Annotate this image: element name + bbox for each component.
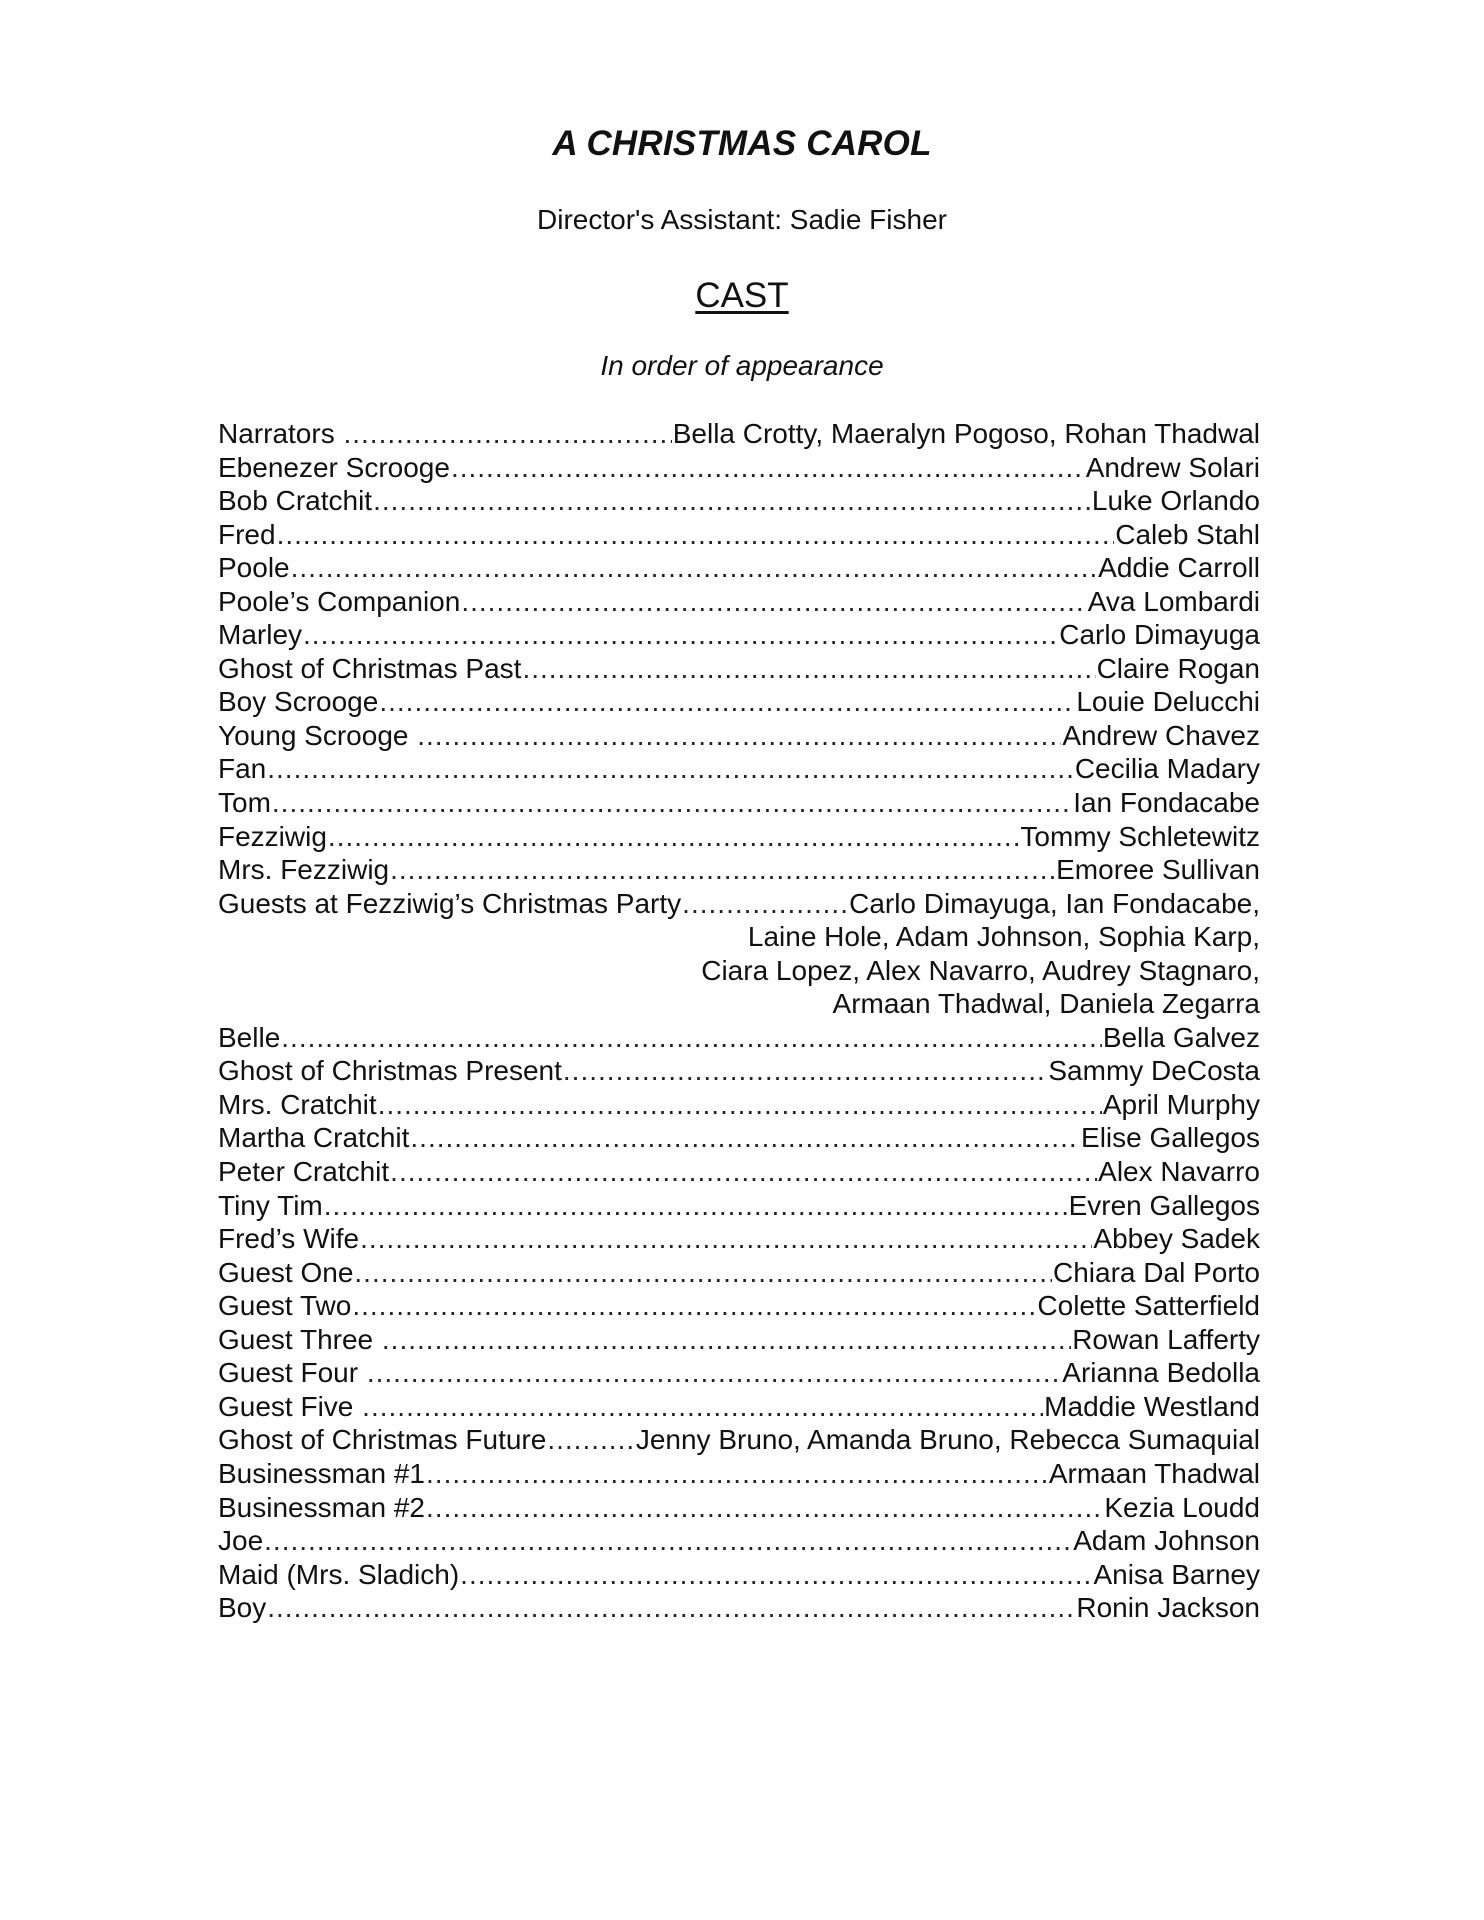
cast-row: [218, 585, 1260, 619]
role-name: Ghost of Christmas Past: [218, 652, 522, 684]
role-name: Peter Cratchit: [218, 1156, 390, 1188]
cast-row: [218, 417, 1260, 451]
cast-row-continuation: Ciara Lopez, Alex Navarro, Audrey Stagnaro,: [701, 954, 1260, 986]
cast-row: [218, 451, 1260, 485]
role-name: Boy: [218, 1592, 267, 1624]
actor-names: Louie Delucchi: [1076, 686, 1260, 718]
actor-names: Adam Johnson: [1073, 1525, 1260, 1557]
dot-leader: [682, 887, 848, 921]
dot-leader: [390, 1155, 1097, 1189]
actor-names: Andrew Chavez: [1062, 719, 1260, 751]
dot-leader: [522, 652, 1095, 686]
cast-row: [218, 551, 1260, 585]
actor-names: Elise Gallegos: [1081, 1122, 1260, 1154]
order-note: In order of appearance: [600, 350, 884, 381]
cast-row: [218, 786, 1260, 820]
cast-row: [218, 1558, 1260, 1592]
actor-names: Ronin Jackson: [1076, 1592, 1260, 1624]
role-name: Ghost of Christmas Future: [218, 1424, 547, 1456]
cast-row: [218, 1323, 1260, 1357]
page-title: A CHRISTMAS CAROL: [552, 124, 932, 163]
cast-list: [218, 417, 1260, 1625]
cast-row: [218, 1356, 1260, 1390]
actor-names: Alex Navarro: [1098, 1156, 1260, 1188]
dot-leader: [373, 484, 1091, 518]
cast-row: [218, 1088, 1260, 1122]
dot-leader: [343, 417, 671, 451]
cast-row: [218, 1491, 1260, 1525]
role-name: Belle: [218, 1021, 281, 1053]
cast-row: [218, 1222, 1260, 1256]
dot-leader: [451, 451, 1085, 485]
role-name: Fred’s Wife: [218, 1223, 360, 1255]
role-name: Poole: [218, 552, 290, 584]
cast-row: [218, 518, 1260, 552]
role-name: Guest Five: [218, 1390, 362, 1422]
cast-row: [218, 1289, 1260, 1323]
directors-assistant-credit: Director's Assistant: Sadie Fisher: [537, 204, 947, 235]
dot-leader: [426, 1491, 1103, 1525]
role-name: Narrators: [218, 418, 343, 449]
cast-row: [218, 1155, 1260, 1189]
cast-row: [218, 652, 1260, 686]
dot-leader: [426, 1457, 1048, 1491]
dot-leader: [382, 1323, 1071, 1357]
cast-row: [218, 685, 1260, 719]
dot-leader: [272, 786, 1072, 820]
dot-leader: [417, 719, 1061, 753]
role-name: Maid (Mrs. Sladich): [218, 1558, 460, 1590]
actor-names: Claire Rogan: [1096, 652, 1260, 684]
actor-names: Evren Gallegos: [1068, 1189, 1260, 1221]
dot-leader: [460, 1558, 1092, 1592]
actor-names: Arianna Bedolla: [1062, 1357, 1260, 1389]
role-name: Mrs. Fezziwig: [218, 854, 390, 886]
dot-leader: [324, 1189, 1068, 1223]
role-name: Young Scrooge: [218, 719, 417, 751]
actor-names: Sammy DeCosta: [1048, 1055, 1260, 1087]
cast-row-continuation: Laine Hole, Adam Johnson, Sophia Karp,: [747, 921, 1260, 953]
role-name: Fred: [218, 518, 276, 550]
dot-leader: [277, 518, 1115, 552]
actor-names: Tommy Schletewitz: [1020, 820, 1260, 852]
dot-leader: [410, 1121, 1080, 1155]
actor-names: Anisa Barney: [1093, 1558, 1260, 1590]
role-name: Bob Cratchit: [218, 485, 373, 517]
role-name: Tom: [218, 787, 271, 819]
actor-names: Armaan Thadwal: [1048, 1457, 1260, 1489]
cast-row: [218, 1189, 1260, 1223]
cast-row: [218, 1591, 1260, 1625]
actor-names: Kezia Loudd: [1104, 1491, 1260, 1523]
dot-leader: [378, 1088, 1102, 1122]
cast-row: [218, 1256, 1260, 1290]
role-name: Ebenezer Scrooge: [218, 451, 450, 483]
dot-leader: [303, 618, 1058, 652]
role-name: Businessman #1: [218, 1457, 426, 1489]
actor-names: Jenny Bruno, Amanda Bruno, Rebecca Sumaquial: [635, 1424, 1260, 1456]
dot-leader: [267, 1591, 1075, 1625]
actor-names: Maddie Westland: [1044, 1390, 1260, 1422]
actor-names: Carlo Dimayuga, Ian Fondacabe,: [849, 887, 1260, 919]
cast-heading: CAST: [695, 276, 789, 315]
role-name: Marley: [218, 619, 303, 651]
cast-row: [218, 719, 1260, 753]
actor-names: Caleb Stahl: [1115, 518, 1260, 550]
dot-leader: [354, 1256, 1052, 1290]
dot-leader: [264, 1524, 1072, 1558]
role-name: Businessman #2: [218, 1491, 426, 1523]
cast-row: [218, 1457, 1260, 1491]
actor-names: Rowan Lafferty: [1072, 1323, 1260, 1355]
role-name: Mrs. Cratchit: [218, 1088, 377, 1120]
actor-names: Bella Galvez: [1102, 1021, 1260, 1053]
cast-row: [218, 1021, 1260, 1055]
cast-row: [218, 618, 1260, 652]
role-name: Joe: [218, 1525, 264, 1557]
cast-row: [218, 887, 1260, 921]
role-name: Guest Two: [218, 1290, 352, 1322]
role-name: Martha Cratchit: [218, 1122, 410, 1154]
actor-names: Addie Carroll: [1098, 552, 1260, 584]
cast-row: [218, 820, 1260, 854]
dot-leader: [362, 1390, 1043, 1424]
cast-row: [218, 752, 1260, 786]
actor-names: Colette Satterfield: [1037, 1290, 1260, 1322]
actor-names: April Murphy: [1102, 1088, 1260, 1120]
role-name: Fan: [218, 753, 267, 785]
role-name: Guests at Fezziwig’s Christmas Party: [218, 887, 682, 919]
dot-leader: [352, 1289, 1036, 1323]
actor-names: Abbey Sadek: [1093, 1223, 1260, 1255]
dot-leader: [328, 820, 1019, 854]
dot-leader: [267, 752, 1074, 786]
cast-row: [218, 853, 1260, 887]
cast-row: [218, 484, 1260, 518]
actor-names: Ava Lombardi: [1087, 585, 1260, 617]
role-name: Guest Three: [218, 1323, 381, 1355]
cast-row-continuation: Armaan Thadwal, Daniela Zegarra: [832, 988, 1260, 1020]
cast-row: [218, 1054, 1260, 1088]
actor-names: Chiara Dal Porto: [1053, 1256, 1260, 1288]
dot-leader: [379, 685, 1075, 719]
role-name: Guest One: [218, 1256, 354, 1288]
actor-names: Emoree Sullivan: [1056, 854, 1260, 886]
cast-row: [218, 1121, 1260, 1155]
dot-leader: [563, 1054, 1047, 1088]
role-name: Boy Scrooge: [218, 686, 379, 718]
actor-names: Bella Crotty, Maeralyn Pogoso, Rohan Thadwal: [672, 418, 1260, 449]
dot-leader: [461, 585, 1086, 619]
dot-leader: [367, 1356, 1061, 1390]
role-name: Tiny Tim: [218, 1189, 323, 1221]
cast-row: [218, 1423, 1260, 1457]
actor-names: Ian Fondacabe: [1073, 787, 1260, 819]
role-name: Ghost of Christmas Present: [218, 1055, 562, 1087]
dot-leader: [360, 1222, 1092, 1256]
actor-names: Luke Orlando: [1091, 485, 1260, 517]
dot-leader: [281, 1021, 1102, 1055]
dot-leader: [291, 551, 1098, 585]
dot-leader: [547, 1423, 634, 1457]
actor-names: Cecilia Madary: [1074, 753, 1260, 785]
cast-row: [218, 1390, 1260, 1424]
role-name: Poole’s Companion: [218, 585, 461, 617]
role-name: Fezziwig: [218, 820, 327, 852]
actor-names: Andrew Solari: [1085, 451, 1260, 483]
actor-names: Carlo Dimayuga: [1059, 619, 1260, 651]
dot-leader: [390, 853, 1055, 887]
role-name: Guest Four: [218, 1357, 366, 1389]
cast-row: [218, 1524, 1260, 1558]
